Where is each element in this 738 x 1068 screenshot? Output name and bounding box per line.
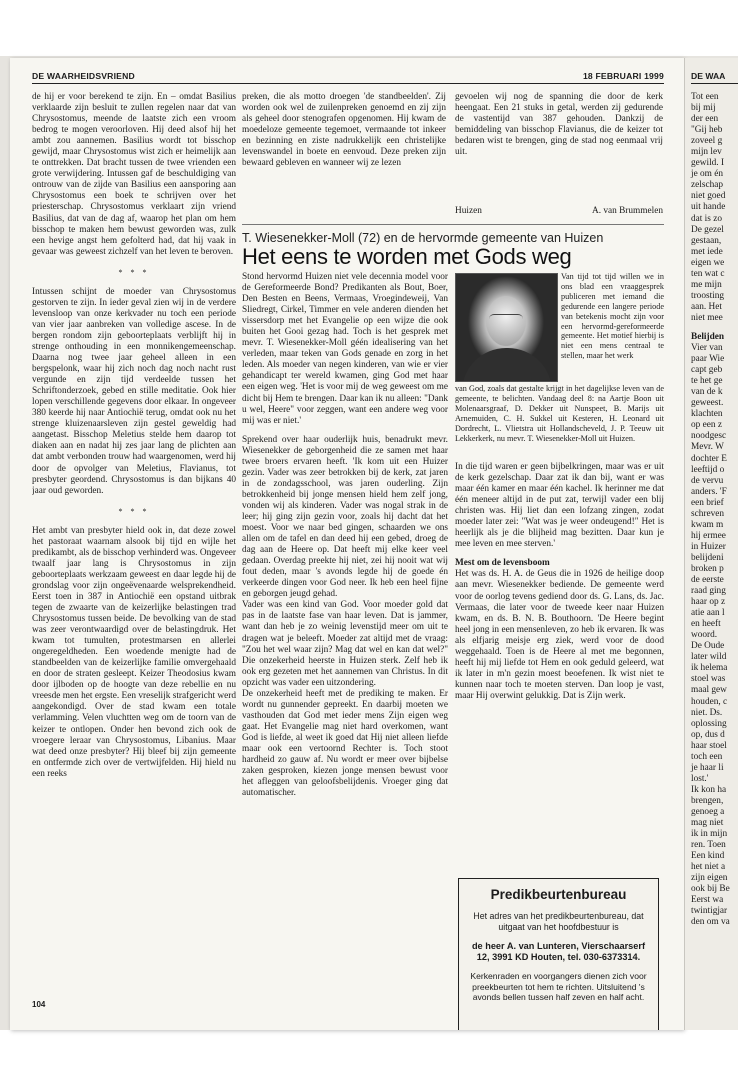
adjacent-page-line: je haar li <box>691 762 724 773</box>
adjacent-page-line: zoveel g <box>691 136 723 147</box>
adjacent-page-text <box>691 92 738 929</box>
adjacent-page-line: belijdeni <box>691 552 724 563</box>
adjacent-page-line: te het ge <box>691 376 723 387</box>
adjacent-page-line: woord. <box>691 630 718 641</box>
paragraph: Vader was een kind van God. Voor moeder gold dat pas in de laatste fase van haar leven. Dat is jammer, want dan heb je zo weinig levenstijd meer om uit te dragen wat je beleeft. Moeder zat altijd met de vraag: "Zou het wel waar zijn? Mag dat wel en kan dat wel?" Die onzekerheid heerste in Huizen sterk. Zelf heb ik ook erg gezeten met het aannemen van Christus. In dit opzicht was vader een uitzondering. <box>242 600 448 688</box>
adjacent-page-subhead: Belijden <box>691 331 725 342</box>
adjacent-page-line: haar stoel <box>691 740 727 751</box>
adjacent-page-line: leeftijd o <box>691 464 725 475</box>
adjacent-page-line: paar Wie <box>691 354 725 365</box>
intro-text: van God, zoals dat gestalte krijgt in het dagelijkse leven van de gemeente, te belichten. Vandaag deel 8: na Aartje Boon uit Molenaarsgraaf, D. Dekker uit Nunspeet, B. Marijs uit Arnemuiden, C. H. Sukkel uit Kesteren, H. Leonard uit Dordrecht, L. Vlietstra uit Hollandscheveld, J. P. Teeuw uit Lekkerkerk, nu mevr. T. Wiesenekker-Moll uit Huizen. <box>455 384 664 443</box>
paragraph: Het was ds. H. A. de Geus die in 1926 de heilige doop aan mevr. Wiesenekker bediende. De gemeente werd voor de oorlog tevens gediend door ds. G. Lans, ds. Jac. Vermaas, die later voor de tweede keer naar Huizen kwam, en ds. B. N. B. Bouthoorn. 'De Heere begint heel jong in een mensenleven, zo heb ik ervaren. Ik was als elfjarig meisje erg ziek, werd voor de dood weggehaald. Toen is de Heere al met me begonnen, heeft hij mij liefde tot Hem en ook geduld geleerd, wat ik later in m'n gezin moest beoefenen. Ik wist niet te kunnen naar toch te moeten sterven. Dan loop je vast, maar Hij overwint gelukkig. Dat is Zijn werk. <box>455 569 664 701</box>
photo-shoulders <box>462 348 552 382</box>
adjacent-page-line: met iede <box>691 246 723 257</box>
article-kicker: T. Wiesenekker-Moll (72) en de hervormde gemeente van Huizen <box>242 231 604 245</box>
paragraph: De onzekerheid heeft met de prediking te maken. Er wordt nu gunnender gepreekt. En daarbij moeten we vasthouden dat God met ieder mens Zijn eigen weg gaat. Het Evangelie mag niet hard overkomen, want God is liefde, al weet ik goed dat Hij niet alleen liefde maar ook een vertoornd Rechter is. Toch stoot hardheid zo gauw af. Nu wordt er meer over bijbelse zaken gesproken, kiezen jonge mensen bewust voor het afleggen van geloofsbelijdenis. Vroeger ging dat automatischer. <box>242 688 448 799</box>
paragraph: preken, die als motto droegen 'de standbeelden'. Zij worden ook wel de zuilenpreken genoemd en zij zijn als geheel door stenografen opgenomen. Hij kwam de moedeloze gemeente tegemoet, vermaande tot inkeer en bezinning en ziste nadrukkelijk een christelijke levenswandel in boete en eenvoud. Deze preken zijn bewaard gebleven en wanneer wij ze lezen <box>242 92 446 169</box>
adjacent-page-line: gewild. I <box>691 158 725 169</box>
adjacent-page-line: capt geb <box>691 365 723 376</box>
adjacent-page-line: De gezel <box>691 224 724 235</box>
adjacent-page-line: troosting <box>691 290 725 301</box>
column-middle-top <box>242 92 446 214</box>
adjacent-page-line: Mevr. W <box>691 442 724 453</box>
adjacent-page-line: dat is zo <box>691 213 722 224</box>
adjacent-page-line: het niet a <box>691 862 726 873</box>
adjacent-page-line: hij ermee <box>691 530 726 541</box>
page-header <box>32 68 664 84</box>
info-box-address: de heer A. van Lunteren, Vierschaarserf 12, 3991 KD Houten, tel. 030-6373314. <box>471 941 646 962</box>
newspaper-page <box>10 58 684 1030</box>
portrait-photo <box>455 273 558 382</box>
adjacent-page-line: uit hande <box>691 202 726 213</box>
intro-text: Van tijd tot tijd willen we in ons blad een vraaggesprek publiceren met iemand die gedurende een langere periode van betekenis mocht zijn voor een hervormd-gereformeerde gemeente. Het motief hierbij is niet een mens centraal te stellen, maar het werk <box>561 272 664 361</box>
adjacent-page-line: Eerst wa <box>691 895 724 906</box>
info-box-note: Kerkenraden en voorgangers dienen zich voor preekbeurten tot hem te richten. Uitsluitend 's avonds bellen tussen half zeven en half acht. <box>470 971 647 1003</box>
paragraph: Intussen schijnt de moeder van Chrysostomus gestorven te zijn. In ieder geval zien wij in de verdere levensloop van onze kerkvader nu toch een periode van vier jaar aanbreken van volledige ascese. In de bergen rondom zijn geboorteplaats verblijft hij in strenge onthouding in een monnikengemeenschap. Daarna nog twee jaar geheel alleen in een bergspelonk, waar hij zich noch dag noch nacht rust vergunde en zijn tijd verdeelde tussen het Schriftonderzoek, gebed en stille meditatie. Ook hier lopen verschillende gegevens door elkaar. In ongeveer 380 keerde hij naar Antiochië terug, omdat ook nu het strenge kluizenaarsleven zijn gestel geweldig had aangetast. Bisschop Meletius stelde hem daarop tot diaken aan en nadat hij zes jaar lang de plichten aan dat ambt verbonden trouw had waargenomen, werd hij door de opvolger van Meletius, Flavianus, tot presbyter geordend. Chrysostomus is dan bijkans 40 jaar oud geworden. <box>32 286 236 496</box>
adjacent-page-line: oplossing <box>691 718 727 729</box>
adjacent-page-line: "Gij heb <box>691 125 723 136</box>
adjacent-page-line: atie aan l <box>691 608 725 619</box>
intro-box-text <box>561 272 664 392</box>
section-subhead: Mest om de levensboom <box>455 558 550 569</box>
photo-glasses <box>489 314 523 324</box>
issue-date: 18 FEBRUARI 1999 <box>582 71 664 81</box>
adjacent-page-line: genoeg a <box>691 807 725 817</box>
adjacent-page-line: dochter E <box>691 453 727 464</box>
adjacent-page-line: aan. Het <box>691 301 722 312</box>
adjacent-page-line: schreven <box>691 508 725 519</box>
adjacent-page-line: lost.' <box>691 773 709 784</box>
adjacent-page-line: zelschap <box>691 180 724 191</box>
article-signature <box>455 206 663 216</box>
adjacent-page-line: brengen, <box>691 795 724 806</box>
column-right-top <box>455 92 663 214</box>
adjacent-page-line: op een z <box>691 420 722 431</box>
signature-place: Huizen <box>455 206 482 216</box>
section-divider: * * * <box>118 267 150 277</box>
adjacent-page-line: eigen we <box>691 257 725 268</box>
adjacent-page-line: van de k <box>691 387 723 398</box>
column-left <box>32 92 236 992</box>
adjacent-page-line: gestaan, <box>691 235 722 246</box>
adjacent-page-line: op, dus d <box>691 729 725 740</box>
adjacent-page-line: twintigjar <box>691 906 728 917</box>
adjacent-page-line: houden, c <box>691 696 728 707</box>
adjacent-page-line: broken p <box>691 563 724 574</box>
article-headline: Het eens te worden met Gods weg <box>242 244 572 269</box>
adjacent-page-line: niet goed <box>691 191 726 202</box>
adjacent-page-line: de vervu <box>691 475 724 486</box>
intro-box-text-continued <box>455 384 664 456</box>
adjacent-page-line: later wild <box>691 652 727 663</box>
adjacent-page-line: ten wat c <box>691 268 725 279</box>
adjacent-page-line: ook bij Be <box>691 884 730 895</box>
publication-name: DE WAARHEIDSVRIEND <box>32 71 135 81</box>
adjacent-page-line: bij mij <box>691 103 716 114</box>
info-box-intro: Het adres van het predikbeurtenbureau, dat uitgaat van het hoofdbestuur is <box>473 911 644 932</box>
page-number: 104 <box>32 1000 46 1009</box>
adjacent-page-line: Vier van <box>691 343 723 354</box>
paragraph: Sprekend over haar ouderlijk huis, benadrukt mevr. Wiesenekker de geborgenheid die ze samen met haar twee broers ervaren heeft. 'Ik kom uit een Huizer gezin. Vader was zeer betrokken bij de kerk, zat jaren in de zondagsschool, was jaren ouderling. Zijn betrokkenheid bij jonge mensen hield hem zelf jong, vonden wij als kinderen. Vader was nogal strak in de leer; hij ging zijn gezin voor, zoals hij dacht dat het moest. Voor we naar bed gingen, schaarden we ons allen om de tafel en dan deed hij een gebed, droeg de dag aan de Heere op. Dat heeft mij elke keer veel gedaan. Overdag preekte hij niet, zei hij nooit wat wij fout deden, maar 's avonds legde hij de goede én verkeerde dingen voor God neer. Ik heb een heel fijne en geborgen jeugd gehad. <box>242 434 448 600</box>
adjacent-page-line: toch een <box>691 751 723 762</box>
background-top <box>0 0 738 56</box>
adjacent-page-line: den om va <box>691 917 730 928</box>
adjacent-page <box>684 58 738 1030</box>
adjacent-page-line: ik in mijn <box>691 829 728 840</box>
paragraph: gevoelen wij nog de spanning die door de kerk heengaat. Een 21 stuks in getal, werden zij gedurende de vastentijd van 387 gehouden. Dankzij de bemiddeling van bisschop Flavianus, die de keizer tot bedaren wist te brengen, ging de stad nog eenmaal vrij uit. <box>455 92 663 158</box>
paragraph: Het ambt van presbyter hield ook in, dat deze zowel het pastoraat waarnam alsook bij tijd en wijle het predikambt, als de bisschop verhinderd was. Ongeveer twaalf jaar lang is Chrysostomus in zijn geboorteplaats werkzaam geweest en daar legde hij de grondslag voor zijn ongeëvenaarde welsprekendheid. Eerst toen in 387 in Antiochië een opstand uitbrak tegen de zwaarte van de keizerlijke belastingen trad Chrysostomus tussen beide. De bevolking van de stad was zeer verontwaardigd over de belastingdruk. Het kwam tot tumulten, protestmarsen en allerlei ongeregeldheden. Een woedende menigte had de standbeelden van de keizerlijke familie omvergehaald en door de straten gesleept. Keizer Theodosius kwam door ijlboden op de hoogte van deze rebellie en nu vreesde men het ergste. Een vreselijk strafgericht werd aangekondigd. Over de stad kwam een totale verlamming. Velen vluchtten weg om de toorn van de keizer te ontlopen. Onder hen bevond zich ook de vroegere leraar van Chrysostomus, Libanius. Maar wat deed onze presbyter? Hij bleef bij zijn gemeente en ontfermde zich over de vertwijfelden. Hij hield nu een reeks <box>32 525 236 779</box>
adjacent-page-line: ren. Toen <box>691 840 726 851</box>
adjacent-page-line: je om én <box>691 169 724 180</box>
column-article-left <box>242 272 448 1030</box>
adjacent-page-line: klachten <box>691 409 723 420</box>
adjacent-page-line: in Huizer <box>691 541 726 552</box>
adjacent-page-line: niet. Ds. <box>691 707 723 718</box>
adjacent-page-line: raad ging <box>691 586 726 597</box>
adjacent-page-line: noodgesc <box>691 431 727 442</box>
adjacent-page-line: me mijn <box>691 279 722 290</box>
adjacent-page-header: DE WAA <box>691 68 738 84</box>
adjacent-page-line: niet mee <box>691 312 723 323</box>
adjacent-page-line: anders. 'F <box>691 486 727 497</box>
paragraph: Stond hervormd Huizen niet vele decennia model voor de Gereformeerde Bond? Predikanten als Bout, Boer, Den Besten en Beens, Vermaas, Vroegindeweij, Van Sliedregt, Cirkel, Timmer en vele anderen dienden het vissersdorp met het Evangelie op een wijze die ook buiten het Gooi gezag had. Toch is het gesprek met mevr. T. Wiesenekker-Moll géén idealisering van het verleden, maar teken van Gods genade en zorg in het leden. Als moeder van negen kinderen, van wie er vier gehandicapt ter wereld kwamen, ging God met haar een eigen weg. 'Het is voor mij de weg geweest om me dicht bij Hem te brengen. Daar kan ik nu alleen: "Dank u wel, Heere" voor zeggen, want een andere weg voor mij was er niet.' <box>242 272 448 426</box>
adjacent-page-line: ik helema <box>691 663 728 674</box>
adjacent-page-line: stoel was <box>691 674 726 685</box>
adjacent-page-line: de eerste <box>691 575 724 586</box>
paragraph: In die tijd waren er geen bijbelkringen, maar was er uit de kerk gezelschap. Daar zat ik dan bij, want er was maar één kamer en maar één kachel. Ik herinner me dat één meneer altijd in de put zat, terwijl vader een blij christen was. Hij liet dan een lofzang zingen, zodat moeder later zei: "Wat was je weer ondeugend!" Het is heerlijk als je die blijheid mag bezitten. Daar kun je mee leven en mee sterven.' <box>455 462 664 550</box>
info-box <box>458 878 659 1030</box>
adjacent-page-line: De Oude <box>691 641 725 652</box>
section-divider: * * * <box>118 506 150 516</box>
signature-author: A. van Brummelen <box>591 206 663 216</box>
column-article-right <box>455 462 664 868</box>
adjacent-page-line: haar op z <box>691 597 726 608</box>
adjacent-page-line: zijn eigen <box>691 873 728 884</box>
info-box-title: Predikbeurtenbureau <box>490 887 627 902</box>
background-bottom <box>0 1030 738 1068</box>
adjacent-page-line: een brief <box>691 497 724 508</box>
adjacent-page-line: Ik kon ha <box>691 784 727 795</box>
adjacent-page-line: Een kind <box>691 851 725 862</box>
adjacent-page-line: mijn lev <box>691 147 722 158</box>
adjacent-page-line: Tot een <box>691 92 719 102</box>
adjacent-page-line: geweest. <box>691 398 724 409</box>
article-divider <box>242 224 664 225</box>
paragraph: de hij er voor berekend te zijn. En – omdat Basilius verklaarde zijn besluit te zullen regelen naar dat van Chrysostomus, meende de laatste zich een vroom bedrog te mogen veroorloven. Hij deed alsof hij het ambt zou aannemen. Basilius wordt tot bisschop gewijd, maar Chrysostomus wist zich er heimelijk aan te onttrekken. Dat bracht tussen de twee vrienden een grote verwijdering. Intussen gaf de beschuldiging van ontrouw van de zijde van Basilius een aansporing aan Chrysostomus een boek te schrijven over het priesterschap. Chrysostomus verklaart zijn vriend Basilius, dat van de dag af, waarop het plan om hem bisschop te maken hem bewust geworden was, zulk een hevige angst hem gefolterd had, dat hij vaak in gevaar was geweest zichzelf van het leven te beroven. <box>32 92 236 257</box>
adjacent-page-line: mag niet <box>691 818 724 829</box>
adjacent-page-line: en heeft <box>691 619 721 630</box>
adjacent-page-line: maal gew <box>691 685 727 696</box>
adjacent-page-line: der een <box>691 114 719 125</box>
adjacent-page-line: kwam m <box>691 519 724 530</box>
